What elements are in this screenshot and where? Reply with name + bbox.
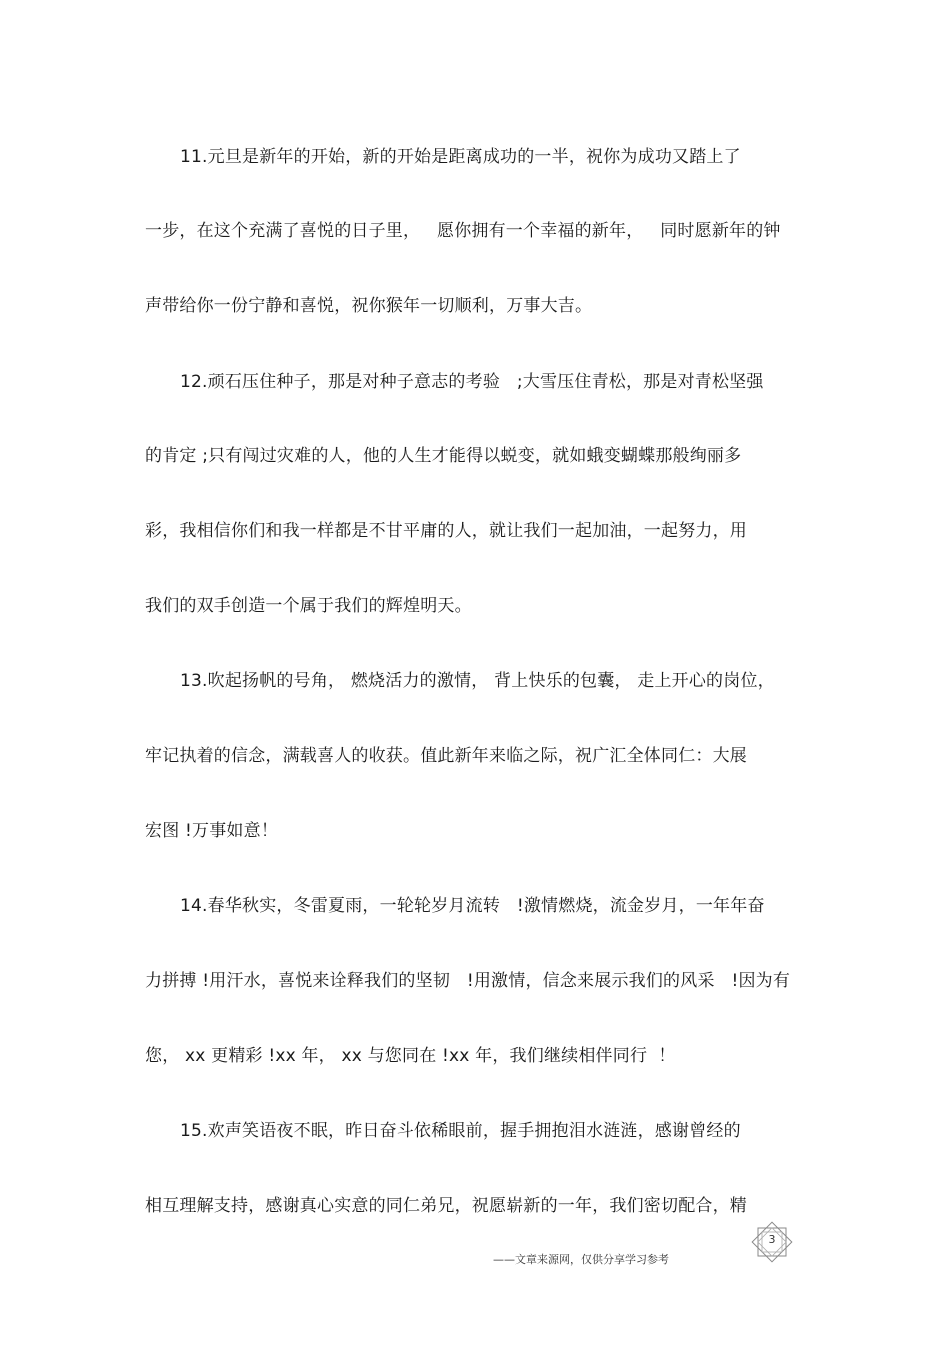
paragraph-11-line-1: 11.元旦是新年的开始，新的开始是距离成功的一半，祝你为成功又踏上了 (180, 147, 741, 167)
paragraph-13-line-3: 宏图 !万事如意！ (145, 821, 279, 841)
paragraph-12-line-2: 的肯定 ;只有闯过灾难的人，他的人生才能得以蜕变，就如蛾变蝴蝶那般绚丽多 (145, 446, 742, 466)
paragraph-15-line-2: 相互理解支持，感谢真心实意的同仁弟兄，祝愿崭新的一年，我们密切配合，精 (145, 1196, 747, 1216)
footer-source-note: ——文章来源网，仅供分享学习参考 (493, 1253, 669, 1266)
paragraph-12-line-3: 彩，我相信你们和我一样都是不甘平庸的人，就让我们一起加油，一起努力，用 (145, 521, 747, 541)
paragraph-11-line-2: 一步，在这个充满了喜悦的日子里， 愿你拥有一个幸福的新年， 同时愿新年的钟 (145, 221, 781, 241)
page-number-badge (748, 1218, 796, 1266)
paragraph-12-line-1: 12.顽石压住种子，那是对种子意志的考验 ;大雪压住青松，那是对青松坚强 (180, 372, 764, 392)
paragraph-14-line-1: 14.春华秋实，冬雷夏雨，一轮轮岁月流转 !激情燃烧，流金岁月，一年年奋 (180, 896, 765, 916)
paragraph-15-line-1: 15.欢声笑语夜不眠，昨日奋斗依稀眼前，握手拥抱泪水涟涟，感谢曾经的 (180, 1121, 741, 1141)
paragraph-13-line-1: 13.吹起扬帆的号角， 燃烧活力的激情， 背上快乐的包囊， 走上开心的岗位， (180, 671, 775, 691)
paragraph-14-line-2: 力拼搏 !用汗水，喜悦来诠释我们的坚韧 !用激情，信念来展示我们的风采 !因为有 (145, 971, 791, 991)
paragraph-11-line-3: 声带给你一份宁静和喜悦，祝你猴年一切顺利，万事大吉。 (145, 296, 593, 316)
page-number: 3 (768, 1233, 776, 1246)
paragraph-14-line-3: 您， xx 更精彩 !xx 年， xx 与您同在 !xx 年，我们继续相伴同行 ！ (145, 1046, 676, 1066)
paragraph-12-line-4: 我们的双手创造一个属于我们的辉煌明天。 (145, 596, 472, 616)
paragraph-13-line-2: 牢记执着的信念，满载喜人的收获。值此新年来临之际，祝广汇全体同仁：大展 (145, 746, 747, 766)
